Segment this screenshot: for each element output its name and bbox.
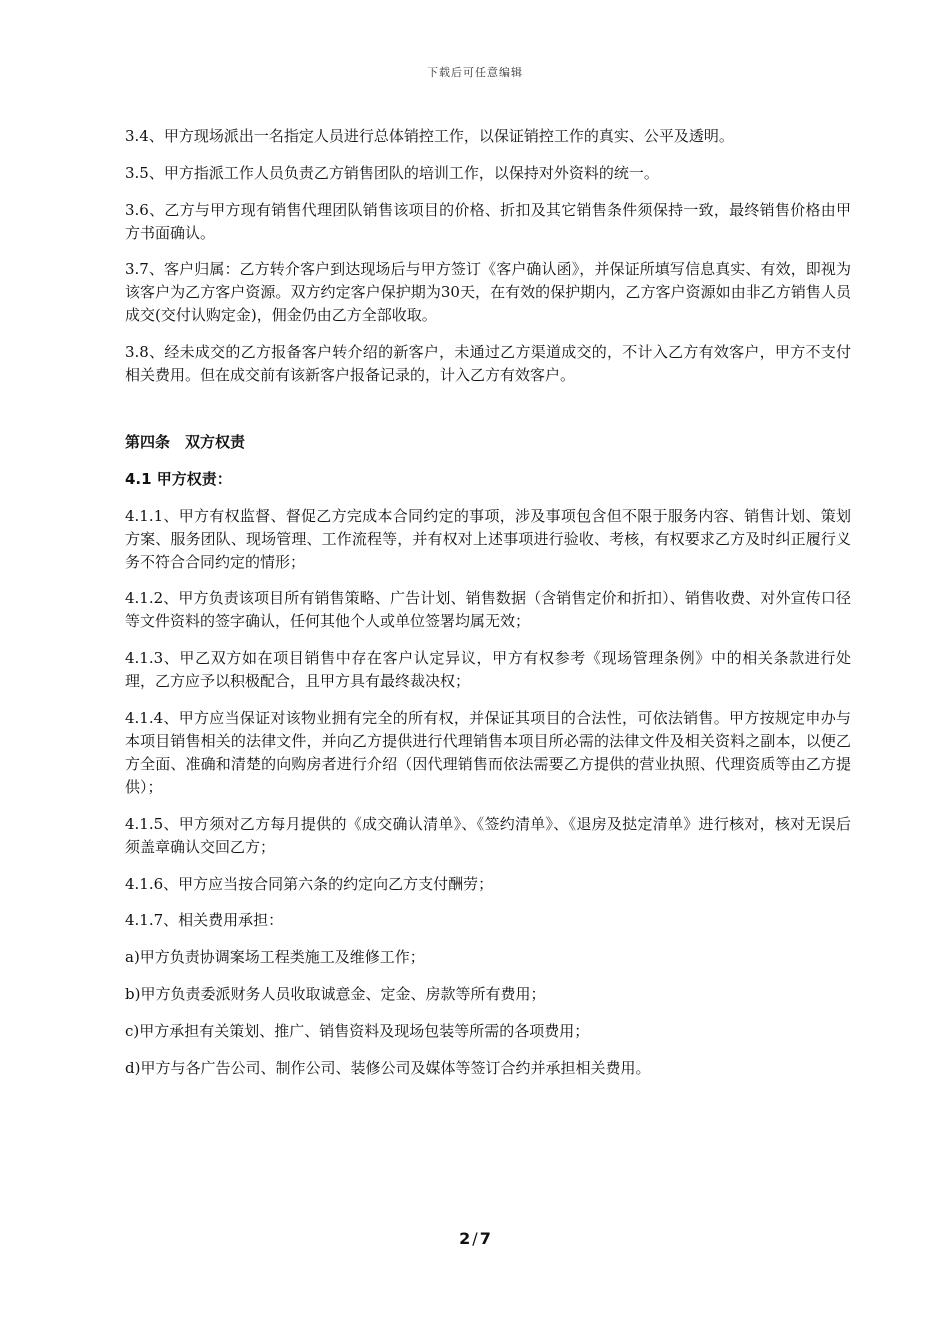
- page-number: [0, 1229, 950, 1248]
- section-4-1-heading: 4.1 甲方权责：: [125, 469, 232, 488]
- clause-4-1-1: 4.1.1、甲方有权监督、督促乙方完成本合同约定的事项，涉及事项包含但不限于服务内容、销售计划、策划方案、服务团队、现场管理、工作流程等，并有权对上述事项进行验收、考核，有权要求乙方及时纠正履行义务不符合合同约定的情形；: [125, 506, 851, 571]
- list-item-a: a)甲方负责协调案场工程类施工及维修工作；: [125, 948, 425, 967]
- page-header: 下载后可任意编辑: [427, 66, 523, 79]
- clause-3-6: 3.6、乙方与甲方现有销售代理团队销售该项目的价格、折扣及其它销售条件须保持一致，最终销售价格由甲方书面确认。: [125, 200, 851, 242]
- list-item-d: d)甲方与各广告公司、制作公司、装修公司及媒体等签订合约并承担相关费用。: [125, 1058, 651, 1077]
- clause-4-1-6: 4.1.6、甲方应当按合同第六条的约定向乙方支付酬劳；: [125, 874, 494, 893]
- section-spacer: [125, 401, 851, 431]
- clause-4-1-7: 4.1.7、相关费用承担：: [125, 911, 284, 930]
- clause-3-8: 3.8、经未成交的乙方报备客户转介绍的新客户，未通过乙方渠道成交的，不计入乙方有效客户，甲方不支付相关费用。但在成交前有该新客户报备记录的，计入乙方有效客户。: [125, 343, 851, 385]
- document-body: [125, 125, 851, 1093]
- clause-3-7: 3.7、客户归属：乙方转介客户到达现场后与甲方签订《客户确认函》，并保证所填写信息真实、有效，即视为该客户为乙方客户资源。双方约定客户保护期为30天，在有效的保护期内，乙方客户资源如由非乙方销售人员成交(交付认购定金)，佣金仍由乙方全部收取。: [125, 260, 851, 325]
- clause-4-1-5: 4.1.5、甲方须对乙方每月提供的《成交确认清单》、《签约清单》、《退房及挞定清单》进行核对，核对无误后须盖章确认交回乙方；: [125, 814, 851, 856]
- list-item-c: c)甲方承担有关策划、推广、销售资料及现场包装等所需的各项费用；: [125, 1021, 590, 1040]
- clause-4-1-3: 4.1.3、甲乙双方如在项目销售中存在客户认定异议，甲方有权参考《现场管理条例》中的相关条款进行处理，乙方应予以积极配合，且甲方具有最终裁决权；: [125, 649, 851, 691]
- page-separator: /: [472, 1229, 478, 1248]
- clause-3-5: 3.5、甲方指派工作人员负责乙方销售团队的培训工作，以保持对外资料的统一。: [125, 163, 659, 182]
- article-4-heading: 第四条 双方权责: [125, 432, 246, 451]
- clause-4-1-2: 4.1.2、甲方负责该项目所有销售策略、广告计划、销售数据（含销售定价和折扣）、销售收费、对外宣传口径等文件资料的签字确认，任何其他个人或单位签署均属无效；: [125, 589, 851, 631]
- total-pages: 7: [479, 1229, 491, 1248]
- clause-3-4: 3.4、甲方现场派出一名指定人员进行总体销控工作，以保证销控工作的真实、公平及透明。: [125, 127, 734, 145]
- current-page: 2: [459, 1229, 471, 1248]
- clause-4-1-4: 4.1.4、甲方应当保证对该物业拥有完全的所有权，并保证其项目的合法性，可依法销售。甲方按规定申办与本项目销售相关的法律文件，并向乙方提供进行代理销售本项目所必需的法律文件及相关资料之副本，以便乙方全面、准确和清楚的向购房者进行介绍（因代理销售而依法需要乙方提供的营业执照、代理资质等由乙方提供）；: [125, 708, 851, 796]
- list-item-b: b)甲方负责委派财务人员收取诚意金、定金、房款等所有费用；: [125, 984, 546, 1003]
